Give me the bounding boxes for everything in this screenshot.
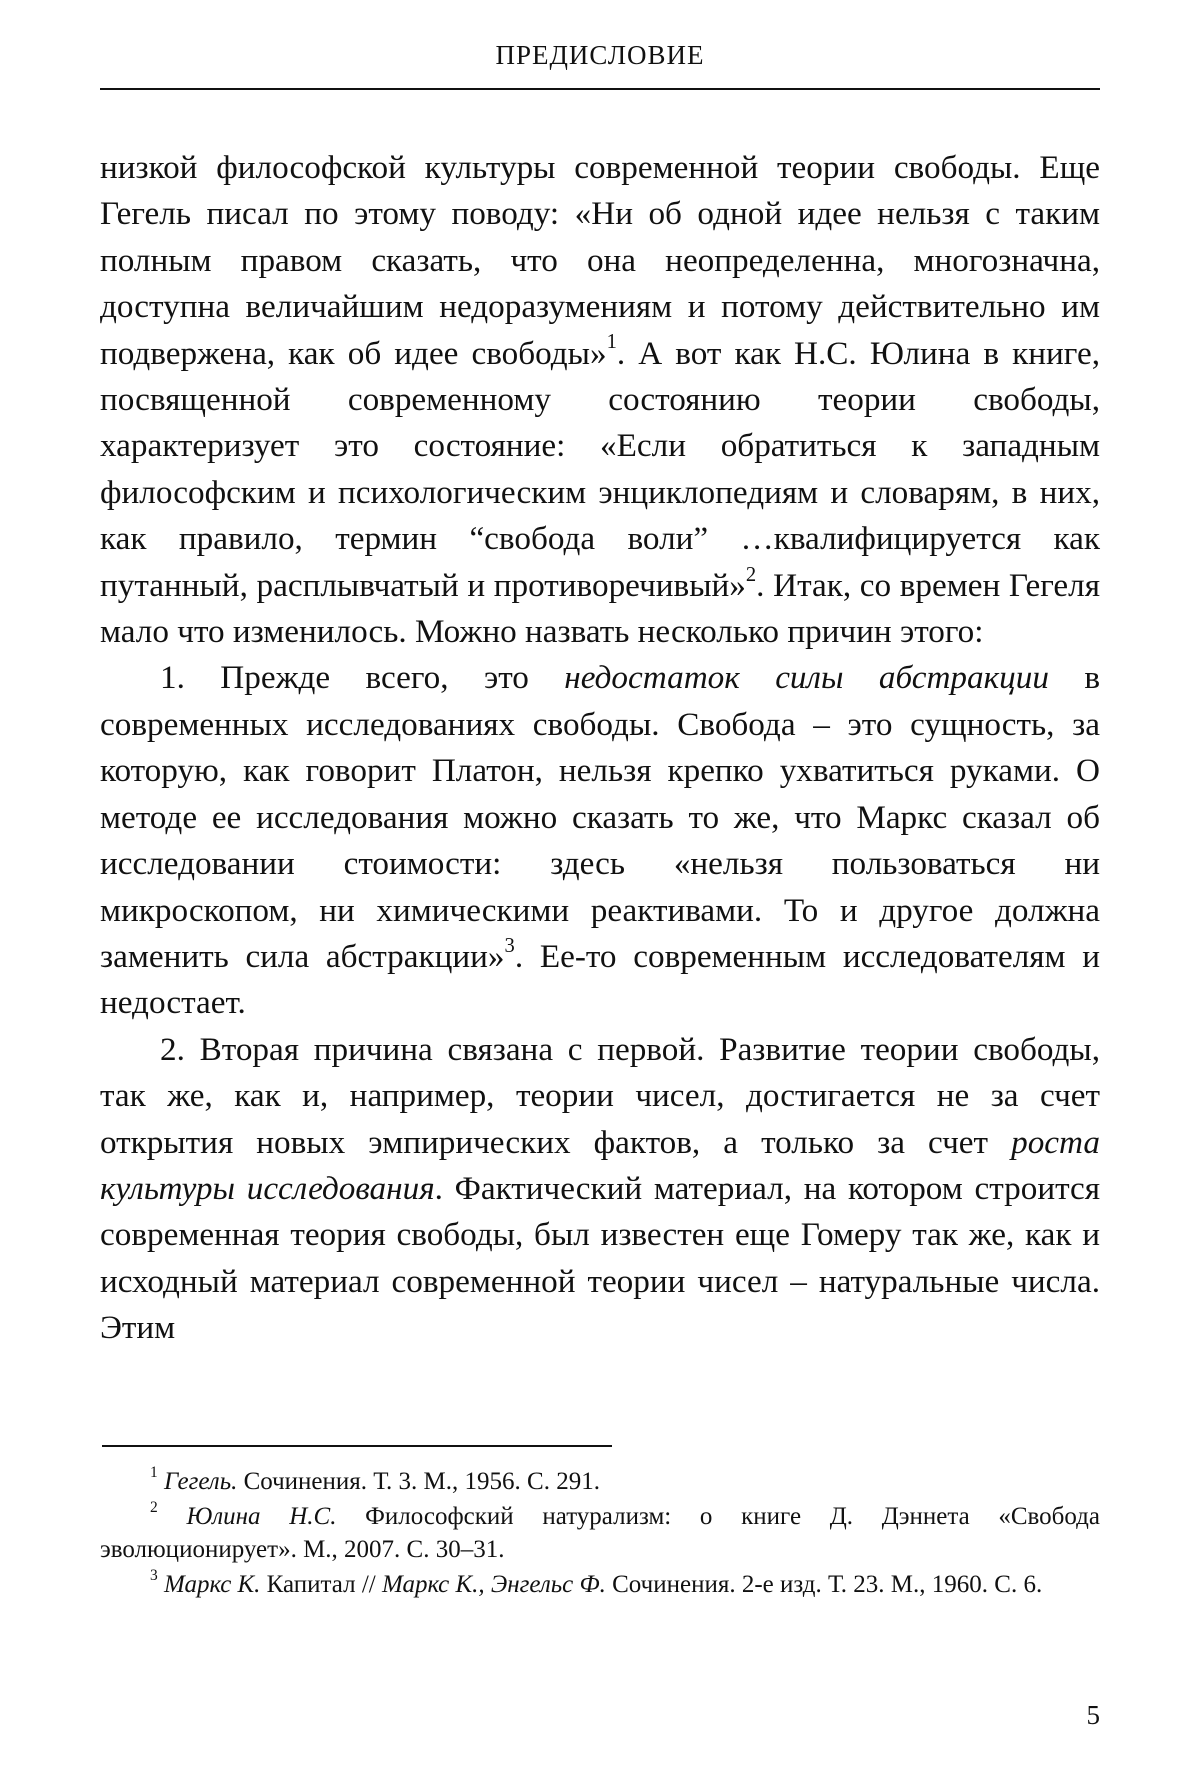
footnote-3-text-b: Сочинения. 2-е изд. Т. 23. М., 1960. С. 6. — [605, 1571, 1043, 1598]
paragraph-3-text-b: . Фактический материал, на котором строится современная теория свободы, был известен еще Гомеру так же, как и исходный материал современной теории чисел – натуральные числа. Этим — [100, 1169, 1100, 1347]
footnote-2 — [100, 1500, 1100, 1566]
footnote-1-text: Сочинения. Т. 3. М., 1956. С. 291. — [237, 1468, 600, 1495]
paragraph-3-text-a: 2. Вторая причина связана с первой. Развитие теории свободы, так же, как и, например, теории чисел, достигается не за счет открытия новых эмпирических фактов, а только за счет — [100, 1030, 1100, 1161]
running-head: ПРЕДИСЛОВИЕ — [495, 40, 705, 70]
footnote-1-number: 1 — [150, 1464, 158, 1482]
main-text — [100, 145, 1100, 1352]
paragraph-3 — [100, 1027, 1100, 1352]
footnote-2-number: 2 — [150, 1499, 158, 1517]
footnote-1 — [100, 1465, 1100, 1498]
header-rule — [100, 88, 1100, 90]
footnote-1-author: Гегель. — [164, 1468, 238, 1495]
footnote-3-author-2: Маркс К., Энгельс Ф. — [381, 1571, 606, 1598]
paragraph-2-text-b: в современных исследованиях свободы. Свобода – это сущность, за которую, как говорит Платон, нельзя крепко ухватиться руками. О методе ее исследования можно сказать то же, что Маркс сказал об исследовании стоимости: здесь «нельзя пользоваться ни микроскопом, ни химическими реактивами. То и другое должна заменить сила абстракции» — [100, 659, 1100, 975]
paragraph-1-text-b: . А вот как Н.С. Юлина в книге, посвященной современному состоянию теории свободы, характеризует это состояние: «Если обратиться к западным философским и психологическим энциклопедиям и словарям, в них, как правило, термин “свобода воли” …квалифицируется как путанный, расплывчатый и противоречивый» — [100, 334, 1100, 604]
footnote-ref-1: 1 — [606, 331, 617, 354]
footnote-2-text: Философский натурализм: о книге Д. Дэннета «Свобода эволюционирует». М., 2007. С. 30–31. — [100, 1503, 1100, 1563]
footnote-ref-3: 3 — [504, 934, 515, 957]
footnote-3 — [100, 1568, 1100, 1601]
footnote-rule — [102, 1445, 612, 1447]
footnote-ref-2: 2 — [745, 563, 757, 586]
paragraph-2-text-a: 1. Прежде всего, это — [160, 659, 565, 697]
paragraph-1 — [100, 145, 1100, 655]
page-number: 5 — [1086, 1700, 1100, 1730]
footnote-3-author: Маркс К. — [164, 1571, 261, 1598]
paragraph-1-text-a: низкой философской культуры современной теории свободы. Еще Гегель писал по этому поводу: «Ни об одной идее нельзя с таким полным правом сказать, что она неопределенна, многозначна, доступна величайшим недоразумениям и потому действительно им подвержена, как об идее свободы» — [100, 149, 1100, 372]
paragraph-2-emphasis: недостаток силы абстракции — [564, 659, 1049, 697]
footnote-2-author: Юлина Н.С. — [186, 1503, 337, 1530]
paragraph-2-text-c: . Ее-то современным исследователям и недостает. — [100, 937, 1101, 1022]
paragraph-1-text-c: . Итак, со времен Гегеля мало что изменилось. Можно назвать несколько причин этого: — [100, 566, 1100, 651]
paragraph-3-emphasis: роста культуры исследования — [100, 1123, 1100, 1207]
footnote-3-text-a: Капитал // — [260, 1571, 382, 1598]
footnote-3-number: 3 — [150, 1567, 158, 1585]
paragraph-2 — [100, 655, 1100, 1026]
footnotes — [100, 1465, 1100, 1603]
